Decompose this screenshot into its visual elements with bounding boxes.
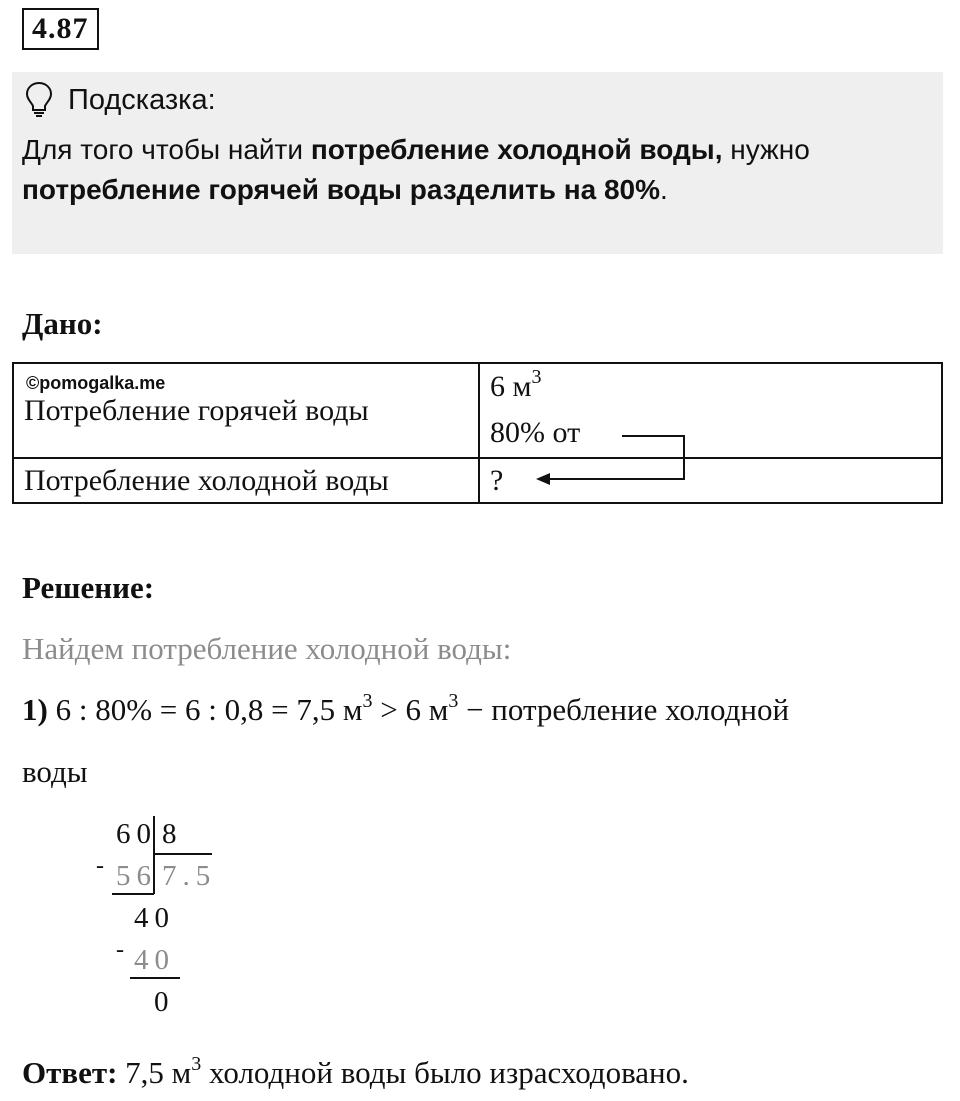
solution-step-1-continued: воды — [22, 754, 88, 789]
final-remainder: 0 — [154, 986, 175, 1018]
cold-water-label: Потребление холодной воды — [24, 464, 389, 497]
lightbulb-icon — [24, 81, 54, 119]
answer: Ответ: 7,5 $м^3$ холодной воды было израсходовано. — [22, 1052, 689, 1090]
given-heading: Дано: — [22, 306, 103, 341]
divisor: 8 — [162, 818, 183, 850]
hint-text: Для того чтобы найти потребление холодной воды, нужно потребление горячей воды разделить на 80%. — [22, 134, 810, 205]
given-table — [12, 362, 943, 504]
quotient: 7.5 — [162, 860, 217, 892]
minus-sign-2: - — [116, 937, 130, 963]
minus-sign-1: - — [96, 853, 110, 879]
hot-water-value: 6 $м^3$ — [490, 366, 542, 403]
solution-intro: Найдем потребление холодной воды: — [22, 631, 512, 666]
long-division — [90, 812, 290, 1022]
percent-relation: 80% от — [490, 416, 581, 449]
subtrahend-1: 56 — [116, 860, 157, 892]
relation-arrow — [14, 364, 941, 502]
solution-step-1: 1) 6 : 80% = 6 : 0,8 = 7,5 $м^3 > 6$ $м^3$ − потребление холодной — [22, 689, 790, 727]
solution-heading: Решение: — [22, 570, 155, 605]
subtrahend-2: 40 — [134, 944, 175, 976]
task-number: 4.87 — [22, 8, 99, 50]
hot-water-label: Потребление горячей воды — [24, 394, 369, 427]
cold-water-value: ? — [490, 464, 504, 497]
hint-title: Подсказка: — [68, 84, 216, 116]
dividend: 60 — [116, 818, 157, 850]
remainder-1: 40 — [134, 902, 175, 934]
watermark: ©pomogalka.me — [26, 373, 166, 393]
